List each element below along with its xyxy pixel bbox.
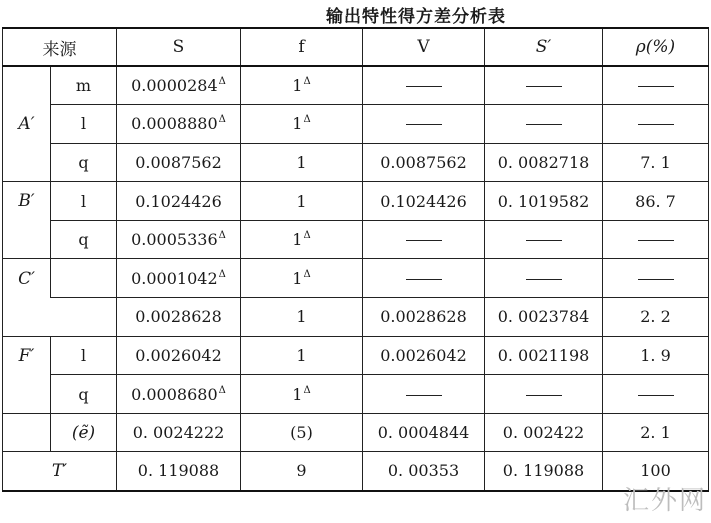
empty-dash bbox=[406, 279, 442, 280]
pooled-mark: Δ bbox=[218, 76, 226, 88]
rho-cell bbox=[603, 375, 709, 414]
error-s-cell: 0. 0024222 bbox=[117, 413, 241, 452]
v-cell: 0.0087562 bbox=[363, 143, 485, 182]
source-label: C′ bbox=[18, 268, 35, 289]
table-row bbox=[3, 220, 709, 259]
s-prime-cell: 0. 1019582 bbox=[485, 182, 603, 221]
level-cell: l bbox=[51, 182, 117, 221]
total-f-cell: 9 bbox=[241, 452, 363, 491]
s-cell bbox=[117, 105, 241, 144]
f-cell bbox=[241, 375, 363, 414]
s-prime-cell bbox=[485, 66, 603, 105]
f-cell-text: 1 bbox=[292, 114, 303, 134]
f-cell bbox=[241, 182, 363, 221]
s-cell-text: 0.0087562 bbox=[135, 152, 222, 172]
rho-cell: 86. 7 bbox=[603, 182, 709, 221]
f-cell-text: 1 bbox=[296, 307, 307, 327]
level-cell: q bbox=[51, 220, 117, 259]
table-row bbox=[3, 105, 709, 144]
f-cell-text: 1 bbox=[296, 191, 307, 211]
s-prime-cell bbox=[485, 105, 603, 144]
v-cell bbox=[363, 259, 485, 298]
f-cell bbox=[241, 259, 363, 298]
source-label: F′ bbox=[18, 345, 35, 366]
s-cell-text: 0.0028628 bbox=[135, 307, 222, 327]
empty-dash bbox=[406, 395, 442, 396]
f-cell bbox=[241, 105, 363, 144]
s-cell bbox=[117, 220, 241, 259]
anova-table bbox=[2, 27, 709, 492]
empty-dash bbox=[526, 86, 562, 87]
header-s-prime: S′ bbox=[485, 28, 603, 66]
rho-cell: 7. 1 bbox=[603, 143, 709, 182]
f-cell-text: 1 bbox=[292, 384, 303, 404]
s-cell bbox=[117, 182, 241, 221]
total-v-cell: 0. 00353 bbox=[363, 452, 485, 491]
f-cell bbox=[241, 66, 363, 105]
s-prime-cell bbox=[485, 220, 603, 259]
s-prime-cell: 0. 0021198 bbox=[485, 336, 603, 375]
total-rho-cell: 100 bbox=[603, 452, 709, 491]
v-cell: 0.1024426 bbox=[363, 182, 485, 221]
rho-cell: 2. 2 bbox=[603, 298, 709, 337]
table-row bbox=[3, 143, 709, 182]
error-s-prime-cell: 0. 002422 bbox=[485, 413, 603, 452]
empty-dash bbox=[406, 240, 442, 241]
f-cell bbox=[241, 336, 363, 375]
total-row bbox=[3, 452, 709, 491]
pooled-mark: Δ bbox=[218, 384, 226, 396]
header-source: 来源 bbox=[3, 28, 117, 66]
total-source-label: T′ bbox=[51, 460, 68, 481]
level-cell: q bbox=[51, 143, 117, 182]
s-cell-text: 0.0026042 bbox=[135, 345, 222, 365]
pooled-mark: Δ bbox=[218, 114, 226, 126]
pooled-mark: Δ bbox=[218, 230, 226, 242]
source-cell bbox=[3, 298, 51, 337]
pooled-mark: Δ bbox=[303, 76, 311, 88]
f-cell-text: 1 bbox=[292, 268, 303, 288]
level-cell bbox=[51, 298, 117, 337]
error-rho-cell: 2. 1 bbox=[603, 413, 709, 452]
level-cell bbox=[51, 259, 117, 298]
source-cell bbox=[3, 182, 51, 221]
header-f: f bbox=[241, 28, 363, 66]
f-cell bbox=[241, 298, 363, 337]
s-cell-text: 0.1024426 bbox=[135, 191, 222, 211]
error-row bbox=[3, 413, 709, 452]
source-cell bbox=[3, 220, 51, 259]
source-cell bbox=[3, 143, 51, 182]
empty-dash bbox=[638, 240, 674, 241]
empty-dash bbox=[406, 124, 442, 125]
v-cell bbox=[363, 220, 485, 259]
empty-dash bbox=[526, 240, 562, 241]
s-cell-text: 0.0001042 bbox=[131, 268, 218, 288]
source-cell bbox=[3, 375, 51, 414]
pooled-mark: Δ bbox=[303, 384, 311, 396]
source-label: B′ bbox=[18, 191, 35, 212]
pooled-mark: Δ bbox=[303, 114, 311, 126]
s-cell bbox=[117, 336, 241, 375]
table-title: 输出特性得方差分析表 bbox=[326, 7, 506, 27]
source-cell bbox=[3, 259, 51, 298]
level-cell: m bbox=[51, 66, 117, 105]
pooled-mark: Δ bbox=[303, 268, 311, 280]
empty-dash bbox=[638, 395, 674, 396]
empty-dash bbox=[526, 124, 562, 125]
total-source-cell bbox=[3, 452, 117, 491]
s-cell-text: 0.0005336 bbox=[131, 230, 218, 250]
s-cell bbox=[117, 143, 241, 182]
empty-dash bbox=[526, 279, 562, 280]
f-cell bbox=[241, 220, 363, 259]
f-cell-text: 1 bbox=[292, 76, 303, 96]
error-source-blank bbox=[3, 413, 51, 452]
empty-dash bbox=[526, 395, 562, 396]
rho-cell: 1. 9 bbox=[603, 336, 709, 375]
empty-dash bbox=[638, 124, 674, 125]
table-row bbox=[3, 375, 709, 414]
f-cell-text: 1 bbox=[296, 152, 307, 172]
table-row bbox=[3, 182, 709, 221]
s-cell-text: 0.0008680 bbox=[131, 384, 218, 404]
v-cell: 0.0026042 bbox=[363, 336, 485, 375]
v-cell: 0.0028628 bbox=[363, 298, 485, 337]
source-cell bbox=[3, 105, 51, 144]
table-row bbox=[3, 298, 709, 337]
f-cell bbox=[241, 143, 363, 182]
s-cell bbox=[117, 66, 241, 105]
s-prime-cell bbox=[485, 375, 603, 414]
rho-cell bbox=[603, 220, 709, 259]
empty-dash bbox=[638, 279, 674, 280]
s-cell bbox=[117, 259, 241, 298]
s-cell-text: 0.0000284 bbox=[131, 76, 218, 96]
header-row bbox=[3, 28, 709, 66]
s-prime-cell bbox=[485, 259, 603, 298]
error-f-cell: (5) bbox=[241, 413, 363, 452]
table-row bbox=[3, 259, 709, 298]
f-cell-text: 1 bbox=[292, 230, 303, 250]
level-cell: l bbox=[51, 336, 117, 375]
source-cell bbox=[3, 336, 51, 375]
table-row bbox=[3, 66, 709, 105]
s-cell bbox=[117, 375, 241, 414]
rho-cell bbox=[603, 259, 709, 298]
error-v-cell: 0. 0004844 bbox=[363, 413, 485, 452]
v-cell bbox=[363, 66, 485, 105]
header-rho-text: ρ(%) bbox=[635, 37, 676, 57]
total-s-cell: 0. 119088 bbox=[117, 452, 241, 491]
source-cell bbox=[3, 66, 51, 105]
f-cell-text: 1 bbox=[296, 345, 307, 365]
empty-dash bbox=[638, 86, 674, 87]
table-row bbox=[3, 336, 709, 375]
source-label: A′ bbox=[18, 113, 35, 134]
v-cell bbox=[363, 375, 485, 414]
rho-cell bbox=[603, 105, 709, 144]
error-source-cell bbox=[51, 413, 117, 452]
total-s-prime-cell: 0. 119088 bbox=[485, 452, 603, 491]
s-cell bbox=[117, 298, 241, 337]
s-prime-cell: 0. 0023784 bbox=[485, 298, 603, 337]
error-source-label: (ẽ) bbox=[71, 422, 96, 443]
s-prime-cell: 0. 0082718 bbox=[485, 143, 603, 182]
header-v: V bbox=[363, 28, 485, 66]
s-cell-text: 0.0008880 bbox=[131, 114, 218, 134]
pooled-mark: Δ bbox=[218, 268, 226, 280]
pooled-mark: Δ bbox=[303, 230, 311, 242]
rho-cell bbox=[603, 66, 709, 105]
header-s: S bbox=[117, 28, 241, 66]
level-cell: l bbox=[51, 105, 117, 144]
level-cell: q bbox=[51, 375, 117, 414]
v-cell bbox=[363, 105, 485, 144]
empty-dash bbox=[406, 86, 442, 87]
watermark-logo: 汇外网 bbox=[622, 486, 707, 516]
header-rho bbox=[603, 28, 709, 66]
